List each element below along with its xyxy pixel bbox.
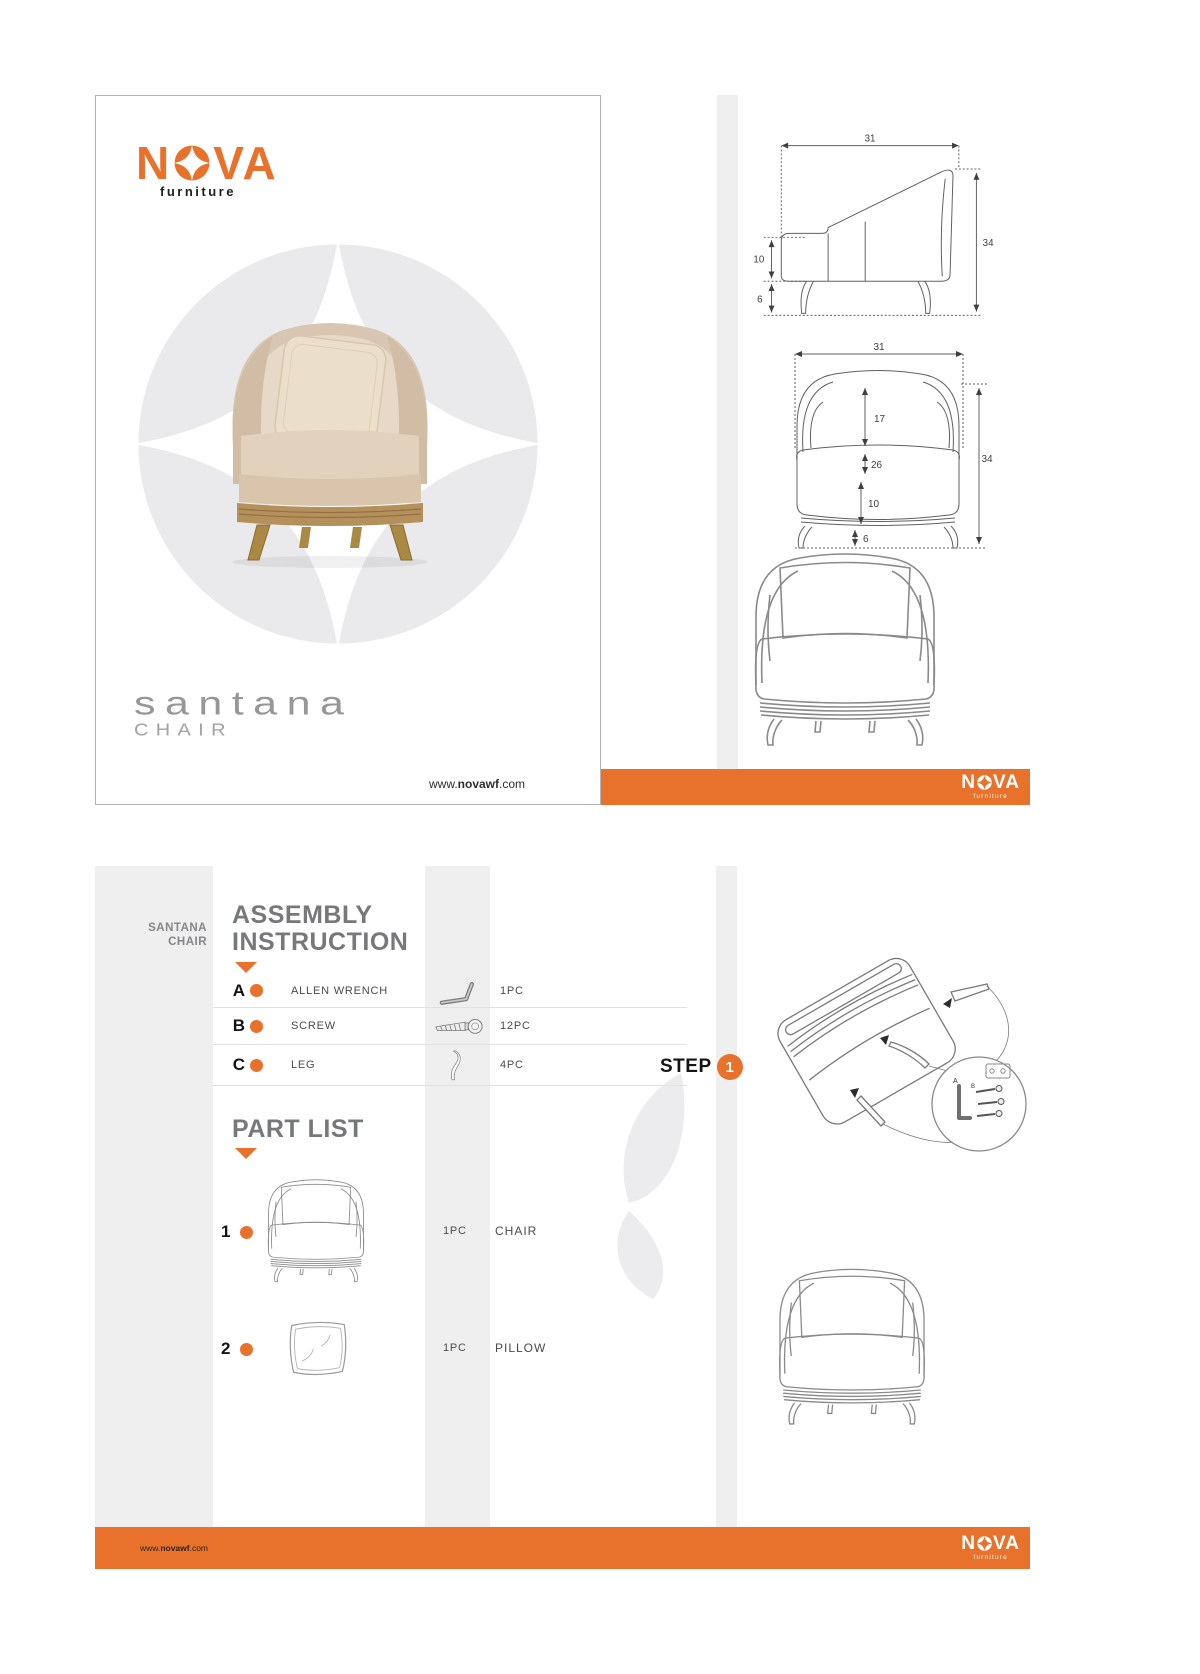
- part-qty: 1PC: [443, 1225, 467, 1237]
- footer-bar-page2: [95, 1527, 1030, 1569]
- part-row-1: [221, 1222, 253, 1242]
- brand-logo: [136, 137, 278, 189]
- tool-name: SCREW: [291, 1020, 336, 1032]
- part-number: 2: [221, 1339, 231, 1358]
- footer-website-url: www.novawf.com: [140, 1543, 209, 1553]
- left-column-bg: [95, 866, 213, 1527]
- icon-column-bg: [425, 866, 490, 1527]
- dim-side-height: 34: [982, 238, 994, 250]
- decor-stripe: [717, 95, 738, 769]
- tool-letter: A: [232, 980, 245, 1000]
- orange-dot-icon: [250, 1059, 263, 1072]
- orange-dot-icon: [240, 1343, 253, 1356]
- dim-side-seat: 10: [753, 254, 765, 266]
- tool-qty: 4PC: [500, 1059, 524, 1071]
- page-2: [95, 866, 1030, 1569]
- orange-dot-icon: [250, 984, 263, 997]
- orange-dot-icon: [240, 1226, 253, 1239]
- dim-front-seat: 10: [868, 499, 880, 510]
- product-category: CHAIR: [134, 721, 233, 740]
- tool-row-c: [213, 1045, 687, 1086]
- front-view-drawing: [765, 340, 995, 560]
- step-1-diagram: [743, 946, 1030, 1156]
- dim-front-leg: 6: [863, 534, 869, 545]
- dim-front-width: 31: [873, 342, 885, 353]
- orange-dot-icon: [250, 1020, 263, 1033]
- dim-side-width: 31: [864, 133, 876, 145]
- chair-front-outline: [767, 1254, 937, 1428]
- part-qty: 1PC: [443, 1342, 467, 1354]
- cover-card: [95, 95, 601, 805]
- step-label: STEP: [660, 1056, 712, 1077]
- brand-tagline: furniture: [160, 184, 236, 199]
- dimensions-panel: [601, 95, 1030, 805]
- dim-front-back: 17: [874, 414, 886, 425]
- nova-star-icon: [977, 1536, 992, 1551]
- brand-letters-va: VA: [213, 137, 278, 189]
- detail-label-a: A: [953, 1078, 958, 1085]
- chair-product-photo: [204, 284, 456, 570]
- tool-name: LEG: [291, 1059, 316, 1071]
- pillow-outline-icon: [285, 1318, 351, 1378]
- dim-front-depth: 26: [871, 460, 883, 471]
- part-label: PILLOW: [495, 1341, 547, 1355]
- part-list-title: PART LIST: [232, 1115, 364, 1143]
- triangle-marker-icon: [235, 1148, 257, 1159]
- nova-star-icon: [977, 775, 992, 790]
- footer-brand-logo: N VA furniture: [961, 1533, 1020, 1561]
- step-header: [660, 1054, 743, 1080]
- page-1: [95, 95, 1030, 805]
- part-row-2: [221, 1339, 253, 1359]
- side-view-drawing: [745, 130, 1001, 330]
- tool-name: ALLEN WRENCH: [291, 984, 389, 997]
- chair-outline-icon: [260, 1166, 372, 1288]
- brand-letter-n: N: [136, 137, 172, 189]
- dim-front-height: 34: [981, 454, 993, 465]
- leaf-watermark-icon: [593, 1071, 743, 1301]
- model-label: SANTANA CHAIR: [148, 922, 207, 948]
- product-name: santana: [134, 684, 354, 722]
- triangle-marker-icon: [235, 962, 257, 973]
- tool-letter: C: [232, 1055, 245, 1074]
- step-number-badge: 1: [717, 1054, 743, 1080]
- footer-brand-logo: N VA furniture: [961, 772, 1020, 800]
- nova-star-icon: [174, 145, 210, 181]
- part-label: CHAIR: [495, 1224, 538, 1238]
- screw-icon: [431, 1016, 487, 1036]
- tool-qty: 12PC: [500, 1020, 531, 1032]
- dim-side-leg: 6: [757, 294, 763, 306]
- tool-qty: 1PC: [500, 984, 524, 997]
- part-number: 1: [221, 1222, 231, 1241]
- tool-row-a: [213, 974, 687, 1008]
- tool-row-b: [213, 1008, 687, 1045]
- tool-letter: B: [232, 1016, 245, 1035]
- assembly-title: ASSEMBLY INSTRUCTION: [232, 901, 409, 956]
- detail-label-b: B: [971, 1084, 976, 1090]
- website-url: www.novawf.com: [428, 777, 526, 791]
- leg-icon: [443, 1049, 465, 1083]
- footer-bar-page1: [601, 769, 1030, 805]
- allen-wrench-icon: [435, 977, 483, 1007]
- chair-front-outline: [740, 535, 950, 750]
